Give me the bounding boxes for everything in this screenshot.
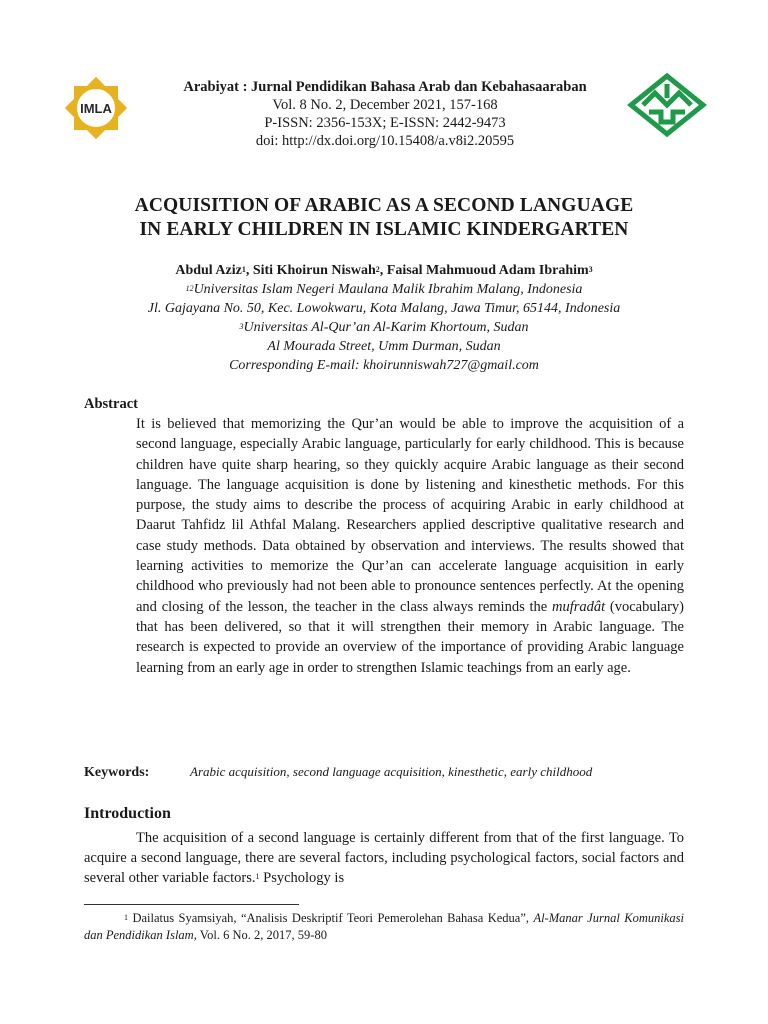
footnote-mark: 1 <box>124 913 128 922</box>
affiliation-1-sup: 12 <box>185 284 194 293</box>
journal-issn: P-ISSN: 2356-153X; E-ISSN: 2442-9473 <box>264 115 506 131</box>
author-1: Abdul Aziz <box>175 263 242 278</box>
abstract-text-part-2: (vocabulary) that has been delivered, so that it will strengthen their memory in Arabic language. The research is expected to provide an overview of the importance of providing Arabic language learning from an early age in order to strengthen Islamic teachings from an early age. <box>136 598 684 676</box>
footnote-text-2: Vol. 6 No. 2, 2017, 59-80 <box>196 928 327 942</box>
introduction-text-tail: Psychology is <box>259 870 345 886</box>
affiliation-1-name: Universitas Islam Negeri Maulana Malik Ibrahim Malang, Indonesia <box>193 282 583 297</box>
footnote-reference[interactable]: 1 <box>255 872 260 881</box>
abstract-text-part-1: It is believed that memorizing the Qur’an would be able to improve the acquisition of a second language, especially Arabic language, particularly for early childhood. This is because children have quite sharp hearing, so they quickly acquire Arabic language as their second language. The language acquisition is done by listening and kinesthetic methods. For this purpose, the study aims to describe the process of acquiring Arabic in early childhood at Daarut Tahfidz lil Athfal Malang. Researchers applied descriptive qualitative research and case study methods. Data obtained by observation and interviews. The results showed that learning activities to memorize the Qur’an can accelerate language acquisition in early childhood who previously had not been able to pronounce sentences perfectly. At the opening and closing of the lesson, the teacher in the class always reminds the <box>136 416 684 615</box>
author-3-sup: 3 <box>588 265 593 274</box>
imla-logo <box>60 72 132 144</box>
footnote-divider <box>84 904 299 905</box>
author-separator: , <box>379 263 387 278</box>
corresponding-email[interactable]: Corresponding E-mail: khoirunniswah727@gmail.com <box>229 358 539 373</box>
journal-header <box>135 78 635 150</box>
abstract-italic-term: mufradât <box>551 598 606 615</box>
author-3: Faisal Mahmuoud Adam Ibrahim <box>386 263 589 278</box>
affiliation-2-sup: 3 <box>239 322 244 331</box>
introduction-heading: Introduction <box>84 805 171 822</box>
keywords-row <box>84 764 724 781</box>
footnote-text-1: Dailatus Syamsiyah, “Analisis Deskriptif Teori Pemerolehan Bahasa Kedua”, <box>128 911 534 925</box>
affiliation-1-address: Jl. Gajayana No. 50, Kec. Lowokwaru, Kota Malang, Jawa Timur, 65144, Indonesia <box>147 301 621 316</box>
title-line-2: IN EARLY CHILDREN IN ISLAMIC KINDERGARTEN <box>139 219 629 240</box>
author-names <box>40 261 728 280</box>
keywords-text: Arabic acquisition, second language acquisition, kinesthetic, early childhood <box>190 764 593 779</box>
affiliation-1 <box>40 280 728 299</box>
affiliation-2-address: Al Mourada Street, Umm Durman, Sudan <box>267 339 501 354</box>
author-separator: , <box>245 263 253 278</box>
abstract-text <box>136 414 684 678</box>
imla-logo-text: IMLA <box>80 101 112 116</box>
introduction-text-body: The acquisition of a second language is certainly different from that of the first language. To acquire a second language, there are several factors, including psychological factors, social factors and several other variable factors. <box>84 830 684 886</box>
arabiyat-emblem <box>627 72 707 138</box>
affiliation-2-name: Universitas Al-Qur’an Al-Karim Khortoum, Sudan <box>243 320 529 335</box>
author-block <box>40 261 728 375</box>
title-line-1: ACQUISITION OF ARABIC AS A SECOND LANGUAGE <box>134 195 634 216</box>
footnote <box>84 910 684 944</box>
journal-volume: Vol. 8 No. 2, December 2021, 157-168 <box>272 97 498 113</box>
article-title <box>40 194 728 242</box>
abstract-heading: Abstract <box>84 396 138 412</box>
affiliation-2 <box>40 318 728 337</box>
author-2-sup: 2 <box>375 265 380 274</box>
keywords-label: Keywords: <box>84 765 150 780</box>
author-2: Siti Khoirun Niswah <box>252 263 376 278</box>
author-1-sup: 1 <box>241 265 246 274</box>
footnote-journal: Al-Manar Jurnal Komunikasi dan Pendidikan Islam, <box>84 911 684 942</box>
introduction-text <box>84 828 684 888</box>
article-doi[interactable]: doi: http://dx.doi.org/10.15408/a.v8i2.20595 <box>255 133 515 149</box>
journal-name: Arabiyat : Jurnal Pendidikan Bahasa Arab dan Kebahasaaraban <box>183 79 587 95</box>
